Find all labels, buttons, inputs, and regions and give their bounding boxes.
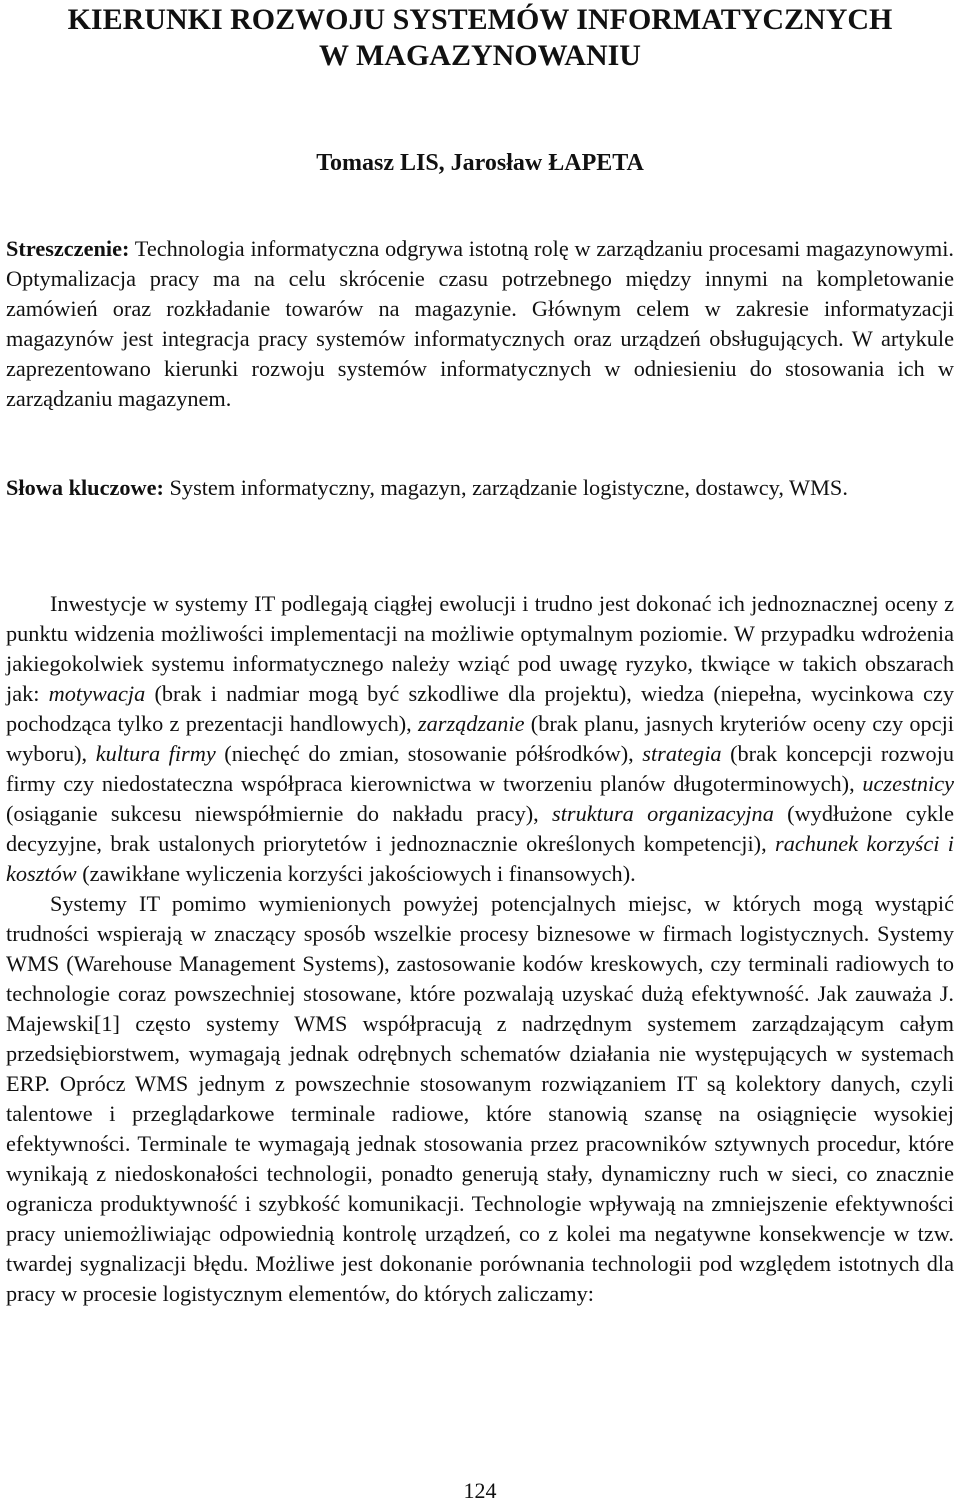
authors: Tomasz LIS, Jarosław ŁAPETA bbox=[316, 150, 644, 176]
abstract-label: Streszczenie: bbox=[6, 236, 130, 261]
keywords bbox=[6, 473, 954, 503]
paper-title-line-2: W MAGAZYNOWANIU bbox=[319, 39, 641, 72]
p1-text-a: Inwestycje w systemy IT podlegają ciągłej ewolucji i trudno jest dokonać ich jednoznacznej oceny z punktu widzenia możliwości implementacji na możliwie optymalnym poziomie. W przypadku wdrożenia jakiegokolwiek systemu informatycznego należy wziąć pod uwagę ryzyko, tkwiące w takich obszarach jak: bbox=[6, 591, 954, 706]
p1-text-d: (niechęć do zmian, stosowanie półśrodków), bbox=[215, 741, 643, 766]
p1-text-h: (zawikłane wyliczenia korzyści jakościowych i finansowych). bbox=[76, 861, 636, 886]
paper-title-line-1: KIERUNKI ROZWOJU SYSTEMÓW INFORMATYCZNYCH bbox=[67, 3, 893, 36]
p1-term-rachunek: rachunek korzyści i kosztów bbox=[6, 831, 955, 886]
p1-text-c: (brak planu, jasnych kryteriów oceny czy opcji wyboru), bbox=[6, 711, 954, 766]
p1-term-zarzadzanie: zarządzanie bbox=[417, 711, 525, 736]
paper-title bbox=[0, 2, 960, 74]
body-text bbox=[6, 589, 954, 1309]
keywords-text: System informatyczny, magazyn, zarządzanie logistyczne, dostawcy, WMS. bbox=[169, 475, 848, 500]
p1-term-struktura-organizacyjna: struktura organizacyjna bbox=[552, 801, 774, 826]
paragraph-2: Systemy IT pomimo wymienionych powyżej potencjalnych miejsc, w których mogą wystąpić trudności wspierają w znaczący sposób wszelkie procesy biznesowe w firmach logistycznych. Systemy WMS (Warehouse Management Systems), zastosowanie kodów kreskowych, czy terminali radiowych to technologie coraz powszechniej stosowane, które pozwalają uzyskać dużą efektywność. Jak zauważa J. Majewski[1] często systemy WMS współpracują z nadrzędnym systemem zarządzającym całym przedsiębiorstwem, wymagają jednak odrębnych schematów działania nie występujących w systemach ERP. Oprócz WMS jednym z powszechnie stosowanym rozwiązaniem IT są kolektory danych, czyli talentowe i przeglądarkowe terminale radiowe, które stanowią szansę na osiągnięcie wysokiej efektywności. Terminale te wymagają jednak stosowania przez pracowników sztywnych procedur, które wynikają z niedoskonałości technologii, ponadto generują stały, dynamiczny ruch w sieci, co znacznie ogranicza produktywność i szybkość komunikacji. Technologie wpływają na zmniejszenie efektywności pracy uniemożliwiając odpowiednią kontrolę urządzeń, co z kolei ma negatywne konsekwencje w tzw. twardej sygnalizacji błędu. Możliwe jest dokonanie porównania technologii pod względem istotnych dla pracy w procesie logistycznym elementów, do których zaliczamy: bbox=[6, 891, 954, 1306]
p1-text-f: (osiąganie sukcesu niewspółmiernie do nakładu pracy), bbox=[6, 801, 553, 826]
p1-text-b: (brak i nadmiar mogą być szkodliwe dla projektu), wiedza (niepełna, wycinkowa czy pochodząca tylko z prezentacji handlowych), bbox=[6, 681, 954, 736]
abstract-text: Technologia informatyczna odgrywa istotną rolę w zarządzaniu procesami magazynowymi. Optymalizacja pracy ma na celu skrócenie czasu potrzebnego między innymi na kompletowanie zamówień oraz rozkładanie towarów na magazynie. Głównym celem w zakresie informatyzacji magazynów jest integracja pracy systemów informatycznych oraz urządzeń obsługujących. W artykule zaprezentowano kierunki rozwoju systemów informatycznych w odniesieniu do stosowania ich w zarządzaniu magazynem. bbox=[6, 236, 955, 411]
p1-term-uczestnicy: uczestnicy bbox=[862, 771, 954, 796]
keywords-label: Słowa kluczowe: bbox=[6, 475, 164, 500]
p1-term-kultura-firmy: kultura firmy bbox=[95, 741, 216, 766]
p1-term-strategia: strategia bbox=[642, 741, 722, 766]
p1-text-g: (wydłużone cykle decyzyjne, brak ustalonych priorytetów i jednoznacznie określonych kompetencji), bbox=[6, 801, 954, 856]
p1-text-e: (brak koncepcji rozwoju firmy czy niedostateczna współpraca kierownictwa w tworzeniu planów długoterminowych), bbox=[6, 741, 954, 796]
p1-term-motywacja: motywacja bbox=[48, 681, 146, 706]
page-number: 124 bbox=[463, 1478, 497, 1503]
paragraph-1 bbox=[6, 589, 954, 889]
abstract bbox=[6, 234, 954, 414]
